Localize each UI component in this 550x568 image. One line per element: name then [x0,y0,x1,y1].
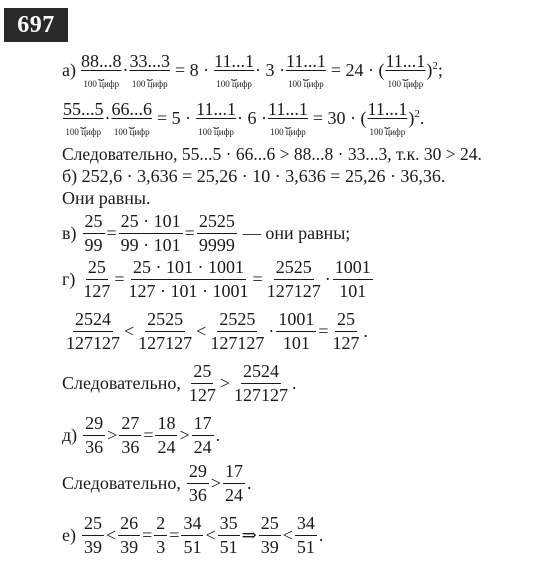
part-d-conclusion: Следовательно, $\frac{29}{36}$ > $\frac{17}{24}$ . [62,461,252,505]
underbrace-1s: 11...1 ⏟ 100 цифр [285,51,326,89]
underbrace-1s: 11...1 ⏟ 100 цифр [268,99,308,137]
fraction: $\frac{25 \cdot 101}{99 \cdot 101}$ [120,211,181,255]
part-g-conclusion: Следовательно, $\frac{25}{127}$ > $\frac{2524}{127127}$ . [62,361,297,405]
fraction: $\frac{2524}{127127}$ [234,361,289,405]
fraction: $\frac{25}{127}$ [83,257,111,301]
fraction: $\frac{25 \cdot 101 \cdot 1001}{127 \cdot 101 \cdot 1001}$ [128,257,249,301]
part-b-line: б) 252,6 · 3,636 = 25,26 · 10 · 3,636 = 25,26 · 36,36. [62,166,446,186]
fraction: $\frac{2}{3}$ [156,513,166,557]
problem-number-badge [4,8,68,42]
fraction: $\frac{1001}{101}$ [334,257,371,301]
fraction: $\frac{2525}{127127}$ [266,257,321,301]
fraction: $\frac{17}{24}$ [225,461,244,505]
underbrace-8s: 88...8 ⏟ 100 цифр [80,51,122,89]
fraction: $\frac{29}{36}$ [85,413,104,457]
part-a-line-2: 55...5 ⏟ 100 цифр · 66...6 ⏟ 100 цифр = 5 · 11...1 ⏟ 100 цифр · 6 · 11...1 ⏟ 100 цифр = 30 · ( 11...1 ⏟ 100 цифр )$^2$. [63,99,425,137]
fraction: $\frac{1001}{101}$ [278,309,315,353]
underbrace-3s: 33...3 ⏟ 100 цифр [129,51,170,89]
fraction: $\frac{26}{39}$ [120,513,139,557]
fraction: $\frac{2525}{127127}$ [138,309,193,353]
fraction: $\frac{25}{39}$ [83,513,102,557]
dot-op: · [122,60,129,80]
fraction: $\frac{35}{51}$ [219,513,238,557]
underbrace-1s: 11...1 ⏟ 100 цифр [367,99,408,137]
fraction: $\frac{2524}{127127}$ [66,309,120,353]
part-v-line: в) $\frac{25}{99}$ = $\frac{25 \cdot 101}{99 \cdot 101}$ = $\frac{2525}{9999}$ — они равны; [62,211,351,255]
fraction: $\frac{25}{127}$ [188,361,216,405]
problem-number: 697 [17,11,55,38]
part-b-conclusion: Они равны. [62,188,151,208]
fraction: $\frac{2525}{9999}$ [198,211,235,255]
fraction: $\frac{17}{24}$ [193,413,212,457]
part-g-line-2: $\frac{2524}{127127}$ < $\frac{2525}{127127}$ < $\frac{2525}{127127}$ · $\frac{1001}{101}$ = $\frac{25}{127}$ . [66,309,368,353]
fraction: $\frac{25}{127}$ [332,309,360,353]
fraction: $\frac{27}{36}$ [121,413,140,457]
part-g-line-1: г) $\frac{25}{127}$ = $\frac{25 \cdot 101 \cdot 1001}{127 \cdot 101 \cdot 1001}$ = $\frac{2525}{127127}$ · $\frac{1001}{101}$ [62,257,371,301]
underbrace-1s: 11...1 ⏟ 100 цифр [196,99,236,137]
fraction: $\frac{25}{39}$ [260,513,279,557]
part-a-conclusion: Следовательно, 55...5 · 66...6 > 88...8 · 33...3, т.к. 30 > 24. [62,144,482,164]
underbrace-5s: 55...5 ⏟ 100 цифр [63,99,104,137]
underbrace-1s: 11...1 ⏟ 100 цифр [385,51,426,89]
fraction: $\frac{29}{36}$ [188,461,207,505]
part-a-label: а) [62,60,76,80]
fraction: $\frac{34}{51}$ [183,513,202,557]
fraction: $\frac{25}{99}$ [84,211,103,255]
part-a-line-1: а) 88...8 ⏟ 100 цифр · 33...3 ⏟ 100 цифр = 8 · 11...1 ⏟ 100 цифр · 3 · 11...1 ⏟ 100 цифр = 24 · ( 11...1 ⏟ 100 цифр )$^2$; [62,51,443,89]
underbrace-6s: 66...6 ⏟ 100 цифр [111,99,152,137]
fraction: $\frac{34}{51}$ [296,513,315,557]
fraction: $\frac{2525}{127127}$ [210,309,265,353]
part-d-line: д) $\frac{29}{36}$ > $\frac{27}{36}$ = $\frac{18}{24}$ > $\frac{17}{24}$ . [62,413,221,457]
underbrace-1s: 11...1 ⏟ 100 цифр [214,51,254,89]
fraction: $\frac{18}{24}$ [157,413,176,457]
part-e-line: е) $\frac{25}{39}$ < $\frac{26}{39}$ = $\frac{2}{3}$ = $\frac{34}{51}$ < $\frac{35}{51}$ ⇒ $\frac{25}{39}$ < $\frac{34}{51}$ . [62,513,324,557]
